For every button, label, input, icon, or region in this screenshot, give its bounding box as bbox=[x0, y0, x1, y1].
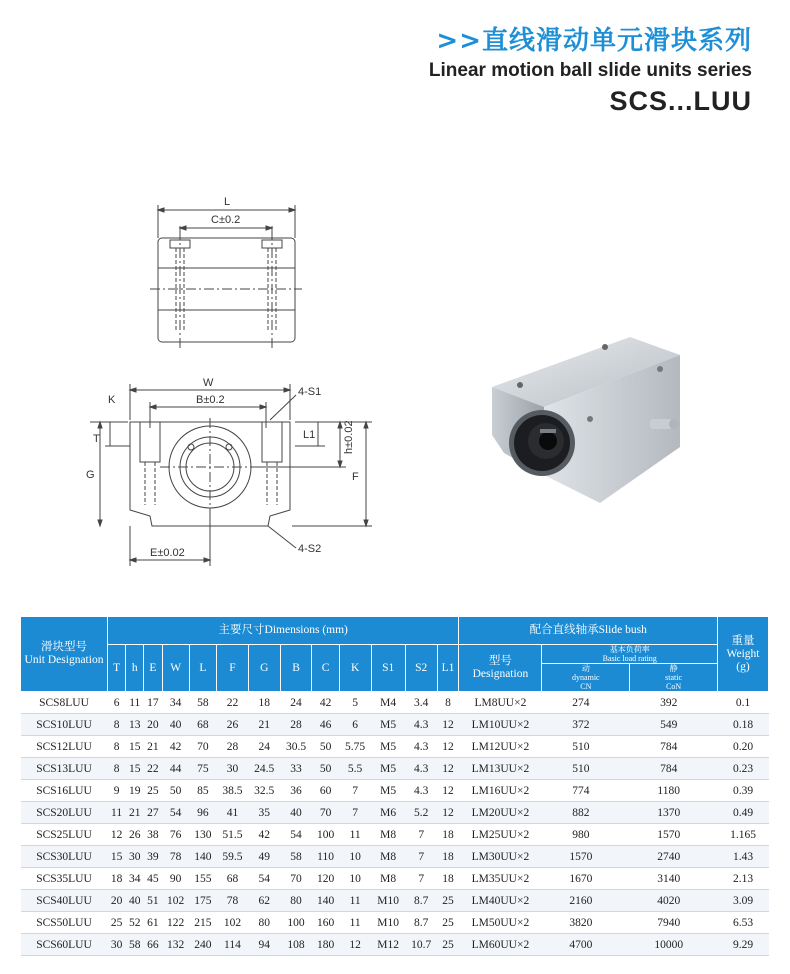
table-cell: 28 bbox=[280, 714, 312, 736]
table-cell: 102 bbox=[162, 890, 189, 912]
table-cell: LM60UU×2 bbox=[459, 934, 542, 956]
table-cell: 122 bbox=[162, 912, 189, 934]
dim-label-W: W bbox=[203, 377, 214, 389]
unit-designation-cell: SCS8LUU bbox=[21, 692, 108, 714]
table-cell: 8.7 bbox=[405, 890, 437, 912]
dimensions-group-header: 主要尺寸Dimensions (mm) bbox=[108, 617, 459, 645]
table-cell: 94 bbox=[248, 934, 280, 956]
table-cell: 78 bbox=[162, 846, 189, 868]
table-cell: 20 bbox=[144, 714, 162, 736]
table-cell: 11 bbox=[339, 890, 371, 912]
table-cell: 392 bbox=[620, 692, 718, 714]
table-row bbox=[21, 868, 769, 890]
table-cell: 4700 bbox=[542, 934, 620, 956]
table-cell: M5 bbox=[371, 714, 405, 736]
table-cell: 44 bbox=[162, 758, 189, 780]
table-cell: 10.7 bbox=[405, 934, 437, 956]
table-cell: 774 bbox=[542, 780, 620, 802]
dim-label-L: L bbox=[224, 196, 231, 208]
table-cell: 54 bbox=[162, 802, 189, 824]
table-cell: 140 bbox=[312, 890, 339, 912]
table-row bbox=[21, 934, 769, 956]
table-cell: LM50UU×2 bbox=[459, 912, 542, 934]
table-cell: 7940 bbox=[620, 912, 718, 934]
table-cell: 38.5 bbox=[217, 780, 249, 802]
table-cell: 3820 bbox=[542, 912, 620, 934]
table-cell: 784 bbox=[620, 736, 718, 758]
table-cell: 50 bbox=[162, 780, 189, 802]
table-cell: 35 bbox=[248, 802, 280, 824]
table-cell: 70 bbox=[189, 736, 216, 758]
table-cell: 58 bbox=[126, 934, 144, 956]
table-cell: 12 bbox=[437, 714, 459, 736]
table-cell: 510 bbox=[542, 736, 620, 758]
table-cell: 1180 bbox=[620, 780, 718, 802]
table-cell: 6 bbox=[339, 714, 371, 736]
table-row bbox=[21, 780, 769, 802]
table-cell: 100 bbox=[312, 824, 339, 846]
table-cell: 8 bbox=[108, 736, 126, 758]
top-view bbox=[150, 196, 302, 350]
table-cell: 30 bbox=[108, 934, 126, 956]
table-cell: 22 bbox=[217, 692, 249, 714]
table-cell: 46 bbox=[312, 714, 339, 736]
dim-label-B: B±0.2 bbox=[196, 394, 225, 406]
table-cell: M8 bbox=[371, 868, 405, 890]
table-cell: 58 bbox=[280, 846, 312, 868]
dynamic-en: dynamic bbox=[572, 673, 600, 682]
table-cell: 4.3 bbox=[405, 736, 437, 758]
table-cell: 27 bbox=[144, 802, 162, 824]
table-cell: 12 bbox=[437, 802, 459, 824]
table-row bbox=[21, 758, 769, 780]
table-cell: 1.43 bbox=[718, 846, 769, 868]
table-cell: 3140 bbox=[620, 868, 718, 890]
table-row bbox=[21, 802, 769, 824]
table-cell: 42 bbox=[162, 736, 189, 758]
table-cell: 30 bbox=[126, 846, 144, 868]
unit-designation-cell: SCS12LUU bbox=[21, 736, 108, 758]
table-cell: 0.18 bbox=[718, 714, 769, 736]
table-cell: 1.165 bbox=[718, 824, 769, 846]
table-cell: 24 bbox=[248, 736, 280, 758]
table-cell: 40 bbox=[126, 890, 144, 912]
dim-label-h: h±0.02 bbox=[343, 420, 355, 454]
col-header-K: K bbox=[339, 645, 371, 692]
table-cell: 30.5 bbox=[280, 736, 312, 758]
table-cell: 12 bbox=[437, 736, 459, 758]
table-cell: 41 bbox=[217, 802, 249, 824]
table-cell: 62 bbox=[248, 890, 280, 912]
unit-designation-cell: SCS25LUU bbox=[21, 824, 108, 846]
unit-designation-cell: SCS16LUU bbox=[21, 780, 108, 802]
static-cn: 静 bbox=[669, 664, 678, 673]
table-cell: 75 bbox=[189, 758, 216, 780]
table-cell: M5 bbox=[371, 736, 405, 758]
unit-designation-cell: SCS60LUU bbox=[21, 934, 108, 956]
table-cell: 5.2 bbox=[405, 802, 437, 824]
col-header-F: F bbox=[217, 645, 249, 692]
table-cell: 4.3 bbox=[405, 780, 437, 802]
table-cell: 102 bbox=[217, 912, 249, 934]
table-cell: 7 bbox=[339, 780, 371, 802]
col-header-bush-model bbox=[459, 645, 542, 692]
dim-label-G: G bbox=[86, 469, 95, 481]
col-header-load-rating bbox=[542, 645, 718, 692]
table-cell: 18 bbox=[248, 692, 280, 714]
product-photo bbox=[480, 325, 690, 515]
dim-label-S2: 4-S2 bbox=[298, 543, 322, 555]
col-header-unit-en: Unit Designation bbox=[24, 654, 104, 666]
table-cell: 980 bbox=[542, 824, 620, 846]
table-cell: 25 bbox=[437, 890, 459, 912]
table-cell: 18 bbox=[437, 846, 459, 868]
table-cell: 26 bbox=[217, 714, 249, 736]
table-cell: 0.23 bbox=[718, 758, 769, 780]
table-cell: 18 bbox=[437, 824, 459, 846]
table-cell: 0.49 bbox=[718, 802, 769, 824]
table-cell: 8.7 bbox=[405, 912, 437, 934]
table-cell: 18 bbox=[108, 868, 126, 890]
table-cell: 4020 bbox=[620, 890, 718, 912]
table-cell: 11 bbox=[108, 802, 126, 824]
table-cell: 24 bbox=[280, 692, 312, 714]
col-header-h: h bbox=[126, 645, 144, 692]
table-cell: 6 bbox=[108, 692, 126, 714]
table-row bbox=[21, 890, 769, 912]
table-cell: 9 bbox=[108, 780, 126, 802]
table-cell: 7 bbox=[405, 824, 437, 846]
table-cell: 15 bbox=[126, 736, 144, 758]
specification-table bbox=[20, 616, 769, 956]
table-cell: 120 bbox=[312, 868, 339, 890]
table-cell: 10 bbox=[339, 846, 371, 868]
table-row bbox=[21, 824, 769, 846]
table-cell: 68 bbox=[217, 868, 249, 890]
table-cell: 1670 bbox=[542, 868, 620, 890]
table-cell: 114 bbox=[217, 934, 249, 956]
table-cell: 8 bbox=[108, 758, 126, 780]
unit-designation-cell: SCS35LUU bbox=[21, 868, 108, 890]
table-cell: 20 bbox=[108, 890, 126, 912]
table-cell: LM40UU×2 bbox=[459, 890, 542, 912]
table-cell: M8 bbox=[371, 824, 405, 846]
col-header-L1: L1 bbox=[437, 645, 459, 692]
table-cell: 7 bbox=[405, 868, 437, 890]
table-cell: 54 bbox=[248, 868, 280, 890]
table-row bbox=[21, 714, 769, 736]
table-cell: LM10UU×2 bbox=[459, 714, 542, 736]
table-cell: 12 bbox=[437, 780, 459, 802]
table-cell: 7 bbox=[405, 846, 437, 868]
unit-designation-cell: SCS13LUU bbox=[21, 758, 108, 780]
table-cell: 10 bbox=[339, 868, 371, 890]
table-cell: M8 bbox=[371, 846, 405, 868]
table-cell: 8 bbox=[108, 714, 126, 736]
table-cell: 40 bbox=[162, 714, 189, 736]
table-cell: 8 bbox=[437, 692, 459, 714]
col-header-L: L bbox=[189, 645, 216, 692]
table-cell: 6.53 bbox=[718, 912, 769, 934]
table-cell: 58 bbox=[189, 692, 216, 714]
weight-unit: (g) bbox=[736, 660, 750, 673]
table-cell: M5 bbox=[371, 758, 405, 780]
table-cell: 784 bbox=[620, 758, 718, 780]
unit-designation-cell: SCS20LUU bbox=[21, 802, 108, 824]
model-series: SCS...LUU bbox=[609, 86, 752, 116]
table-cell: 1570 bbox=[620, 824, 718, 846]
unit-designation-cell: SCS30LUU bbox=[21, 846, 108, 868]
dim-label-C: C±0.2 bbox=[211, 214, 241, 226]
table-cell: 26 bbox=[126, 824, 144, 846]
table-cell: 1570 bbox=[542, 846, 620, 868]
table-cell: 12 bbox=[437, 758, 459, 780]
dynamic-unit: CN bbox=[580, 682, 592, 691]
table-cell: 274 bbox=[542, 692, 620, 714]
table-cell: 96 bbox=[189, 802, 216, 824]
dim-label-L1: L1 bbox=[303, 429, 316, 441]
table-cell: 24.5 bbox=[248, 758, 280, 780]
table-cell: LM30UU×2 bbox=[459, 846, 542, 868]
table-cell: 215 bbox=[189, 912, 216, 934]
table-cell: 22 bbox=[144, 758, 162, 780]
table-cell: 11 bbox=[339, 824, 371, 846]
table-cell: 42 bbox=[248, 824, 280, 846]
table-cell: 4.3 bbox=[405, 758, 437, 780]
table-cell: LM20UU×2 bbox=[459, 802, 542, 824]
table-cell: 45 bbox=[144, 868, 162, 890]
table-cell: 130 bbox=[189, 824, 216, 846]
table-cell: 11 bbox=[339, 912, 371, 934]
table-cell: 140 bbox=[189, 846, 216, 868]
table-cell: 66 bbox=[144, 934, 162, 956]
table-cell: 34 bbox=[126, 868, 144, 890]
table-cell: 30 bbox=[217, 758, 249, 780]
table-cell: 18 bbox=[437, 868, 459, 890]
col-header-T: T bbox=[108, 645, 126, 692]
title-chinese: >>直线滑动单元滑块系列 bbox=[436, 26, 752, 56]
table-cell: 68 bbox=[189, 714, 216, 736]
table-cell: LM16UU×2 bbox=[459, 780, 542, 802]
table-cell: M6 bbox=[371, 802, 405, 824]
table-cell: 180 bbox=[312, 934, 339, 956]
col-header-S2: S2 bbox=[405, 645, 437, 692]
table-cell: 80 bbox=[280, 890, 312, 912]
table-cell: 40 bbox=[280, 802, 312, 824]
front-view bbox=[86, 377, 372, 566]
table-cell: LM25UU×2 bbox=[459, 824, 542, 846]
table-cell: 510 bbox=[542, 758, 620, 780]
slide-bush-group-header: 配合直线轴承Slide bush bbox=[459, 617, 718, 645]
table-cell: 85 bbox=[189, 780, 216, 802]
table-cell: 240 bbox=[189, 934, 216, 956]
table-cell: 10000 bbox=[620, 934, 718, 956]
col-header-S1: S1 bbox=[371, 645, 405, 692]
table-cell: 61 bbox=[144, 912, 162, 934]
table-cell: 52 bbox=[126, 912, 144, 934]
table-cell: 160 bbox=[312, 912, 339, 934]
table-cell: 0.39 bbox=[718, 780, 769, 802]
table-cell: M10 bbox=[371, 912, 405, 934]
table-cell: M10 bbox=[371, 890, 405, 912]
col-header-W: W bbox=[162, 645, 189, 692]
table-cell: 549 bbox=[620, 714, 718, 736]
weight-en: Weight bbox=[726, 647, 760, 660]
table-cell: 21 bbox=[144, 736, 162, 758]
col-header-E: E bbox=[144, 645, 162, 692]
table-cell: 882 bbox=[542, 802, 620, 824]
dim-label-S1: 4-S1 bbox=[298, 386, 322, 398]
table-cell: 28 bbox=[217, 736, 249, 758]
table-cell: 5 bbox=[339, 692, 371, 714]
table-cell: 4.3 bbox=[405, 714, 437, 736]
table-cell: 1370 bbox=[620, 802, 718, 824]
static-unit: CoN bbox=[666, 682, 682, 691]
table-cell: 15 bbox=[126, 758, 144, 780]
col-header-C: C bbox=[312, 645, 339, 692]
table-row bbox=[21, 846, 769, 868]
bush-model-en: Designation bbox=[472, 668, 529, 680]
table-cell: 25 bbox=[437, 912, 459, 934]
table-cell: 2160 bbox=[542, 890, 620, 912]
table-cell: 19 bbox=[126, 780, 144, 802]
table-cell: 0.20 bbox=[718, 736, 769, 758]
col-header-unit bbox=[21, 617, 108, 692]
table-cell: LM13UU×2 bbox=[459, 758, 542, 780]
table-cell: 49 bbox=[248, 846, 280, 868]
table-cell: 175 bbox=[189, 890, 216, 912]
unit-designation-cell: SCS50LUU bbox=[21, 912, 108, 934]
table-cell: LM35UU×2 bbox=[459, 868, 542, 890]
table-cell: 51 bbox=[144, 890, 162, 912]
table-cell: 33 bbox=[280, 758, 312, 780]
table-cell: 17 bbox=[144, 692, 162, 714]
table-cell: M4 bbox=[371, 692, 405, 714]
table-cell: 90 bbox=[162, 868, 189, 890]
table-cell: 32.5 bbox=[248, 780, 280, 802]
table-cell: 50 bbox=[312, 736, 339, 758]
table-cell: 25 bbox=[437, 934, 459, 956]
table-cell: 54 bbox=[280, 824, 312, 846]
table-cell: 100 bbox=[280, 912, 312, 934]
table-cell: 76 bbox=[162, 824, 189, 846]
table-cell: 39 bbox=[144, 846, 162, 868]
table-cell: 108 bbox=[280, 934, 312, 956]
table-cell: 132 bbox=[162, 934, 189, 956]
table-cell: 38 bbox=[144, 824, 162, 846]
unit-designation-cell: SCS10LUU bbox=[21, 714, 108, 736]
table-cell: 15 bbox=[108, 846, 126, 868]
weight-cn: 重量 bbox=[731, 634, 755, 647]
table-cell: 7 bbox=[339, 802, 371, 824]
table-cell: LM8UU×2 bbox=[459, 692, 542, 714]
col-header-dynamic bbox=[542, 664, 630, 691]
table-cell: 5.75 bbox=[339, 736, 371, 758]
static-en: static bbox=[665, 673, 683, 682]
load-rating-en: Basic load rating bbox=[602, 654, 657, 663]
table-cell: 9.29 bbox=[718, 934, 769, 956]
col-header-B: B bbox=[280, 645, 312, 692]
table-cell: 13 bbox=[126, 714, 144, 736]
col-header-unit-cn: 滑块型号 bbox=[41, 641, 87, 653]
table-cell: 25 bbox=[108, 912, 126, 934]
specification-rows bbox=[21, 692, 769, 956]
table-cell: M5 bbox=[371, 780, 405, 802]
table-cell: 2.13 bbox=[718, 868, 769, 890]
table-cell: 80 bbox=[248, 912, 280, 934]
table-cell: 51.5 bbox=[217, 824, 249, 846]
col-header-G: G bbox=[248, 645, 280, 692]
table-cell: 25 bbox=[144, 780, 162, 802]
dim-label-F: F bbox=[352, 471, 359, 483]
table-cell: 2740 bbox=[620, 846, 718, 868]
table-cell: 11 bbox=[126, 692, 144, 714]
col-header-static bbox=[630, 664, 717, 691]
table-cell: 42 bbox=[312, 692, 339, 714]
table-cell: 110 bbox=[312, 846, 339, 868]
table-cell: 3.09 bbox=[718, 890, 769, 912]
table-row bbox=[21, 912, 769, 934]
technical-drawing bbox=[0, 150, 400, 580]
table-cell: 12 bbox=[339, 934, 371, 956]
table-cell: 5.5 bbox=[339, 758, 371, 780]
load-rating-cn: 基本负荷率 bbox=[609, 645, 650, 654]
table-cell: 21 bbox=[248, 714, 280, 736]
table-cell: 372 bbox=[542, 714, 620, 736]
table-cell: 3.4 bbox=[405, 692, 437, 714]
table-cell: 155 bbox=[189, 868, 216, 890]
dim-label-T: T bbox=[93, 433, 100, 445]
bush-model-cn: 型号 bbox=[488, 655, 512, 667]
table-cell: 60 bbox=[312, 780, 339, 802]
dynamic-cn: 动 bbox=[581, 664, 590, 673]
table-cell: 78 bbox=[217, 890, 249, 912]
col-header-weight bbox=[718, 617, 769, 692]
dim-label-E: E±0.02 bbox=[150, 547, 185, 559]
table-cell: 59.5 bbox=[217, 846, 249, 868]
table-row bbox=[21, 692, 769, 714]
table-row bbox=[21, 736, 769, 758]
table-cell: M12 bbox=[371, 934, 405, 956]
table-cell: 0.1 bbox=[718, 692, 769, 714]
dim-label-K: K bbox=[108, 394, 116, 406]
table-cell: 50 bbox=[312, 758, 339, 780]
unit-designation-cell: SCS40LUU bbox=[21, 890, 108, 912]
table-cell: LM12UU×2 bbox=[459, 736, 542, 758]
table-cell: 36 bbox=[280, 780, 312, 802]
table-cell: 21 bbox=[126, 802, 144, 824]
table-cell: 12 bbox=[108, 824, 126, 846]
title-english: Linear motion ball slide units series bbox=[428, 60, 752, 81]
table-cell: 70 bbox=[312, 802, 339, 824]
table-cell: 70 bbox=[280, 868, 312, 890]
table-cell: 34 bbox=[162, 692, 189, 714]
